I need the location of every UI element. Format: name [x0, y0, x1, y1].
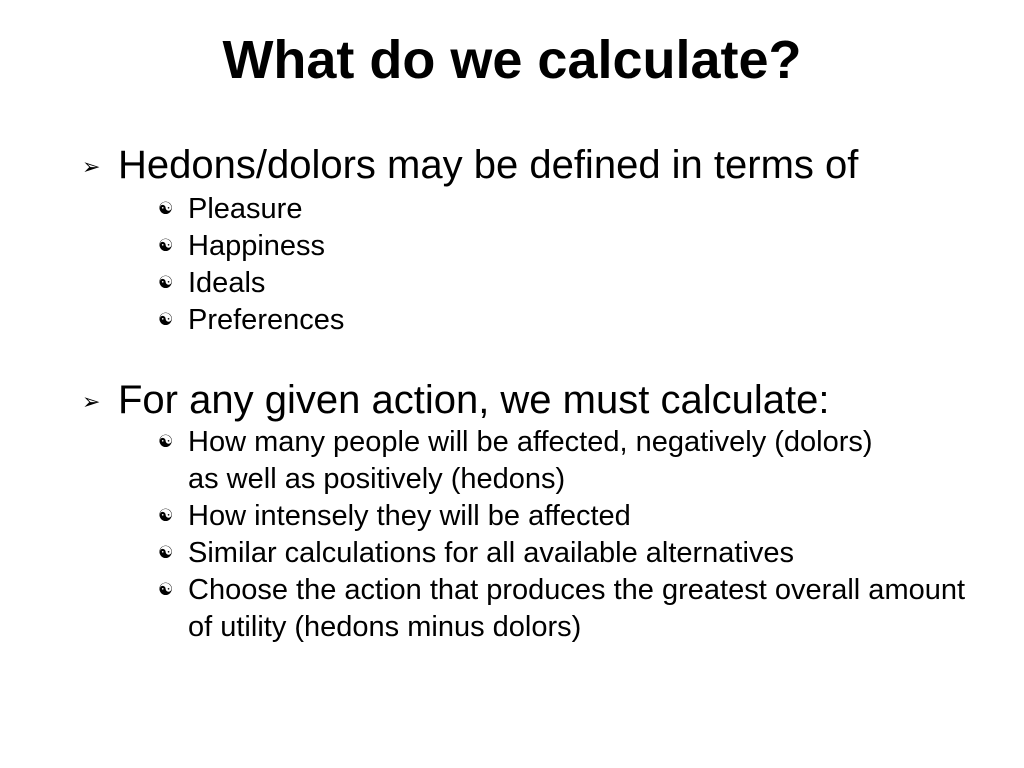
yin-yang-bullet-icon: ☯: [158, 580, 174, 600]
yin-yang-bullet-icon: ☯: [158, 543, 174, 563]
list-item-text: Preferences: [188, 304, 345, 336]
yin-yang-bullet-icon: ☯: [158, 506, 174, 526]
list-item: [158, 265, 1008, 302]
list-item: [158, 535, 988, 572]
section-1-heading: Hedons/dolors may be defined in terms of: [118, 143, 859, 187]
yin-yang-bullet-icon: ☯: [158, 236, 174, 256]
section-2-bullet: [82, 377, 829, 425]
list-item: [158, 424, 988, 498]
slide-title: What do we calculate?: [222, 30, 802, 90]
list-item-text: Pleasure: [188, 193, 303, 225]
list-item: [158, 498, 988, 535]
section-2-sublist: [158, 424, 988, 646]
list-item-text: Similar calculations for all available alternatives: [188, 537, 795, 569]
list-item: [158, 191, 1008, 228]
arrowhead-bullet-icon: ➢: [82, 389, 101, 414]
arrowhead-bullet-icon: ➢: [82, 154, 101, 179]
list-item: [158, 228, 1008, 265]
list-item: [158, 572, 988, 646]
list-item-text: How many people will be affected, negatively (dolors) as well as positively (hedons): [188, 426, 873, 495]
section-1-sublist: [158, 191, 1008, 339]
yin-yang-bullet-icon: ☯: [158, 310, 174, 330]
list-item-text: Ideals: [188, 267, 266, 299]
section-1-bullet: [82, 142, 858, 190]
list-item: [158, 302, 1008, 339]
list-item-text: How intensely they will be affected: [188, 500, 631, 532]
yin-yang-bullet-icon: ☯: [158, 273, 174, 293]
yin-yang-bullet-icon: ☯: [158, 432, 174, 452]
yin-yang-bullet-icon: ☯: [158, 199, 174, 219]
list-item-text: Happiness: [188, 230, 326, 262]
section-2-heading: For any given action, we must calculate:: [118, 378, 830, 422]
list-item-text: Choose the action that produces the greatest overall amount of utility (hedons minus dolors): [188, 574, 966, 643]
